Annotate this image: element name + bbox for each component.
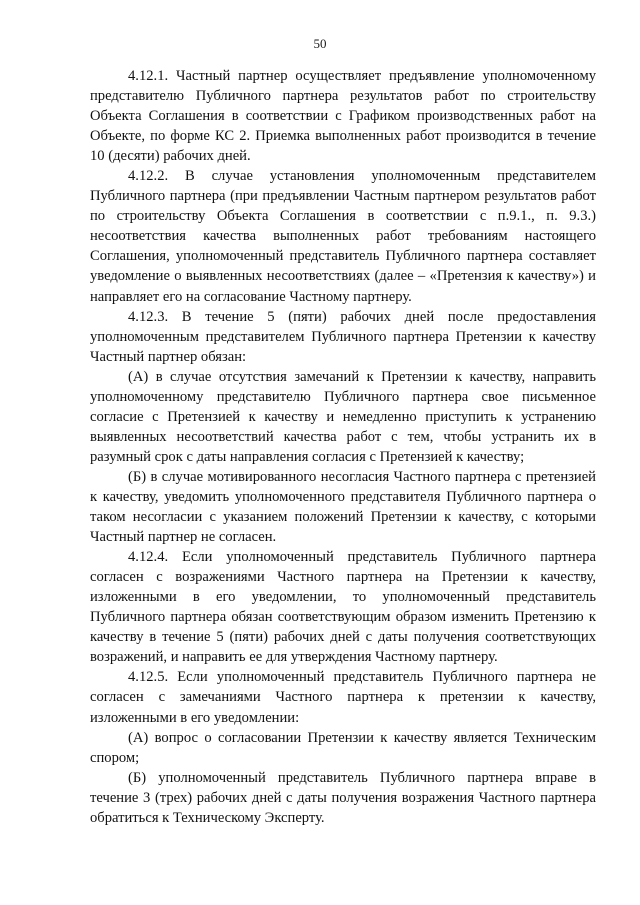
paragraph-4-12-3-b: (Б) в случае мотивированного несогласия Частного партнера с претензией к качеству, уведомить уполномоченного представителя Публичного партнера о таком несогласии с указанием положений Претензии к качеству, с которыми Частный партнер не согласен. xyxy=(90,468,596,546)
paragraph-4-12-5: 4.12.5. Если уполномоченный представитель Публичного партнера не согласен с замечаниями Частного партнера к претензии к качеству, изложенными в его уведомлении: xyxy=(90,669,596,726)
paragraph-4-12-5-a: (А) вопрос о согласовании Претензии к качеству является Техническим спором; xyxy=(90,729,596,766)
document-body xyxy=(90,66,596,828)
paragraph-4-12-2: 4.12.2. В случае установления уполномоченным представителем Публичного партнера (при предъявлении Частным партнером результатов работ по строительству Объекта Соглашения в соответствии с п.9.1., п. 9.3.) несоответствия качества выполненных работ требованиям настоящего Соглашения, уполномоченный представитель Публичного партнера составляет уведомление о выявленных несоответствиях (далее – «Претензия к качеству») и направляет его на согласование Частному партнеру. xyxy=(90,168,596,305)
paragraph-4-12-3: 4.12.3. В течение 5 (пяти) рабочих дней после предоставления уполномоченным представителем Публичного партнера Претензии к качеству Частный партнер обязан: xyxy=(90,308,596,365)
paragraph-4-12-1: 4.12.1. Частный партнер осуществляет предъявление уполномоченному представителю Публичного партнера результатов работ по строительству Объекта Соглашения в соответствии с Графиком производственных работ на Объекте, по форме КС 2. Приемка выполненных работ производится в течение 10 (десяти) рабочих дней. xyxy=(90,68,596,165)
paragraph-4-12-3-a: (А) в случае отсутствия замечаний к Претензии к качеству, направить уполномоченному представителю Публичного партнера свое письменное согласие с Претензией к качеству и немедленно приступить к устранению выявленных несоответствий качества работ с тем, чтобы устранить их в разумный срок с даты направления согласия с Претензией к качеству; xyxy=(90,368,596,465)
paragraph-4-12-4: 4.12.4. Если уполномоченный представитель Публичного партнера согласен с возражениями Частного партнера на Претензии к качеству, изложенными в его уведомлении, то уполномоченный представитель Публичного партнера обязан соответствующим образом изменить Претензию к качеству в течение 5 (пяти) рабочих дней с даты получения соответствующих возражений, и направить ее для утверждения Частному партнеру. xyxy=(90,549,596,666)
paragraph-4-12-5-b: (Б) уполномоченный представитель Публичного партнера вправе в течение 3 (трех) рабочих дней с даты получения возражения Частного партнера обратиться к Техническому Эксперту. xyxy=(90,769,596,826)
page-number: 50 xyxy=(313,36,327,51)
